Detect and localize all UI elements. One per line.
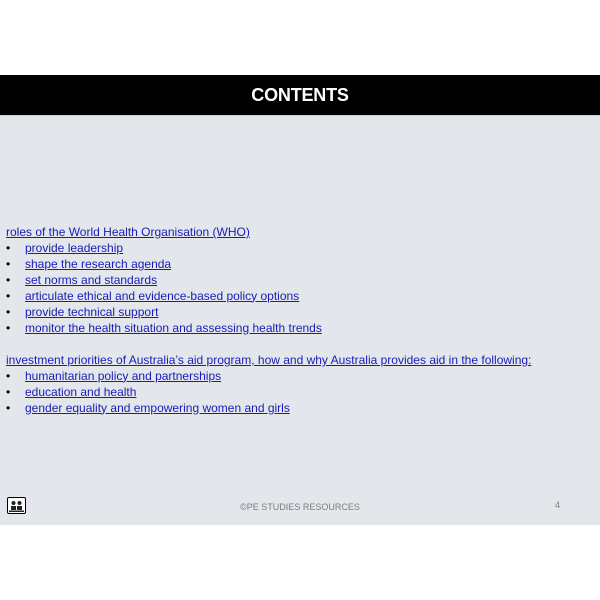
bullet: • (6, 400, 11, 415)
bullet: • (6, 368, 11, 383)
link-set-norms-standards[interactable]: set norms and standards (25, 272, 158, 287)
list-item (6, 272, 322, 288)
who-roles-list (6, 240, 322, 336)
bullet: • (6, 320, 11, 335)
title-bar (0, 75, 600, 115)
bullet: • (6, 256, 11, 271)
link-gender-equality[interactable]: gender equality and empowering women and girls (25, 400, 290, 415)
list-item (6, 240, 322, 256)
list-item (6, 400, 290, 416)
page-number: 4 (555, 500, 561, 510)
list-item (6, 368, 290, 384)
section-heading-aid-priorities[interactable]: investment priorities of Australia’s aid program, how and why Australia provides aid in the following: (6, 353, 532, 367)
bullet: • (6, 240, 11, 255)
slide (0, 75, 600, 525)
link-monitor-health[interactable]: monitor the health situation and assessing health trends (25, 320, 322, 335)
list-item (6, 304, 322, 320)
link-education-health[interactable]: education and health (25, 384, 137, 399)
link-humanitarian-policy[interactable]: humanitarian policy and partnerships (25, 368, 222, 383)
list-item (6, 320, 322, 336)
title-divider (0, 115, 600, 116)
slide-title: CONTENTS (251, 84, 349, 105)
list-item (6, 384, 290, 400)
link-policy-options[interactable]: articulate ethical and evidence-based policy options (25, 288, 300, 303)
link-shape-research-agenda[interactable]: shape the research agenda (25, 256, 172, 271)
footer-copyright: ©PE STUDIES RESOURCES (240, 502, 360, 512)
bullet: • (6, 288, 11, 303)
bullet: • (6, 304, 11, 319)
aid-priorities-list (6, 368, 290, 416)
link-technical-support[interactable]: provide technical support (25, 304, 159, 319)
bullet: • (6, 272, 11, 287)
list-item (6, 256, 322, 272)
section-heading-who-roles[interactable]: roles of the World Health Organisation (WHO) (6, 225, 250, 239)
list-item (6, 288, 322, 304)
link-provide-leadership[interactable]: provide leadership (25, 240, 124, 255)
bullet: • (6, 384, 11, 399)
